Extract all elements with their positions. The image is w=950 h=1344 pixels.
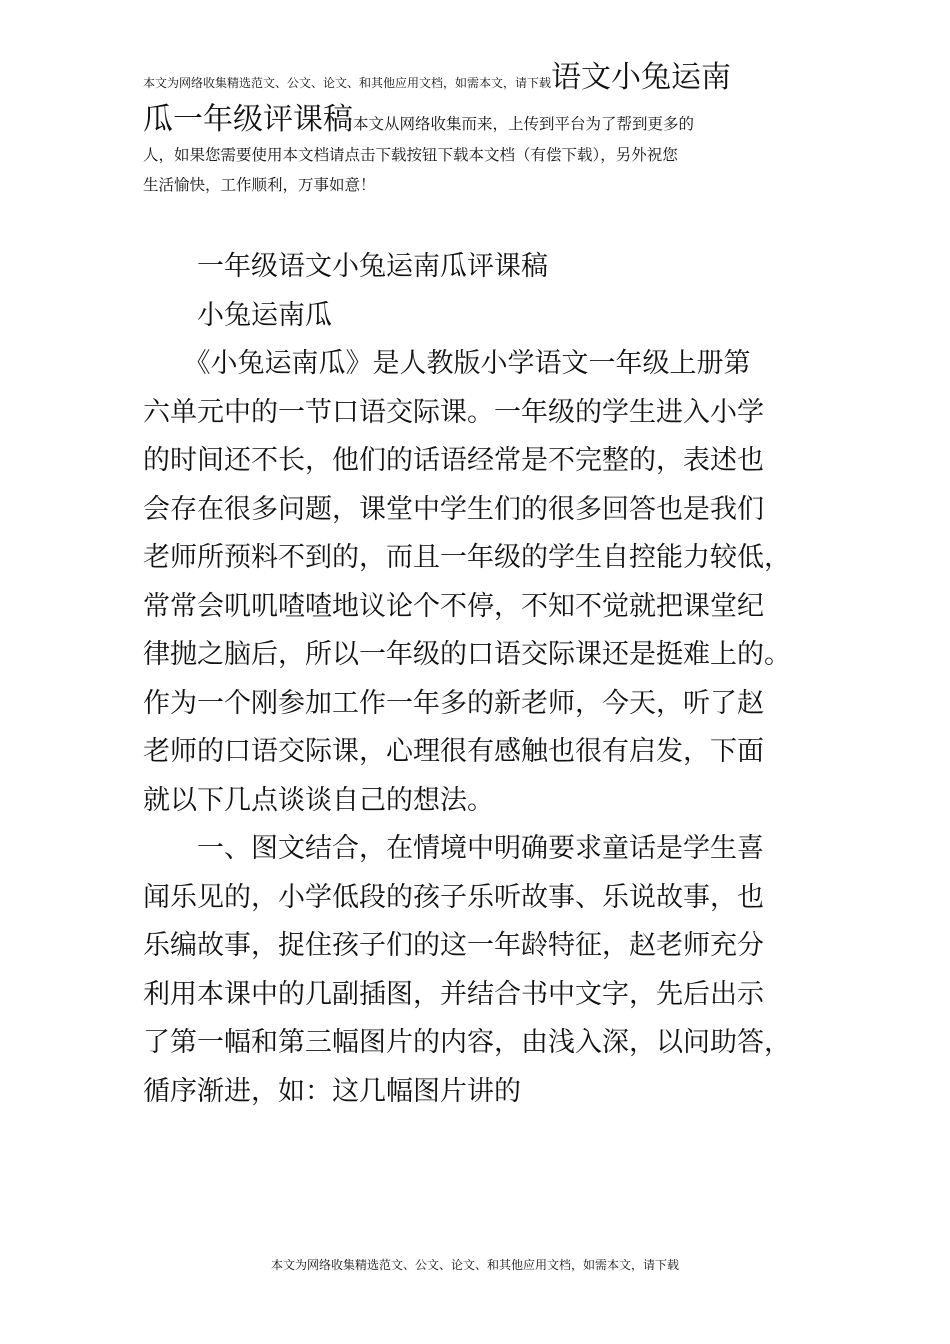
document-title-part-2: 瓜一年级评课稿	[143, 102, 353, 137]
document-header	[143, 58, 843, 200]
body-text-line: 了第一幅和第三幅图片的内容，由浅入深，以问助答，	[143, 1027, 791, 1058]
document-title-part-1: 语文小兔运南	[551, 60, 732, 95]
body-heading: 一年级语文小兔运南瓜评课稿	[143, 251, 548, 282]
body-text-line: 一、图文结合，在情境中明确要求童话是学生喜	[143, 833, 764, 864]
body-text-line: 常常会叽叽喳喳地议论个不停，不知不觉就把课堂纪	[143, 590, 764, 622]
body-subheading: 小兔运南瓜	[143, 299, 332, 331]
body-text-line: 老师所预料不到的，而且一年级的学生自控能力较低，	[143, 542, 791, 573]
intro-text-line-1: 本文从网络收集而来，上传到平台为了帮到更多的	[353, 115, 695, 133]
download-notice-top: 本文为网络收集精选范文、公文、论文、和其他应用文档，如需本文，请下载	[143, 76, 552, 90]
body-text-line: 循序渐进，如：这几幅图片讲的	[143, 1075, 521, 1107]
header-line-1	[143, 58, 843, 98]
body-text-line: 律抛之脑后，所以一年级的口语交际课还是挺难上的。	[143, 639, 791, 670]
body-text-line: 会存在很多问题，课堂中学生们的很多回答也是我们	[143, 493, 764, 525]
download-notice-footer: 本文为网络收集精选范文、公文、论文、和其他应用文档，如需本文，请下载	[270, 1258, 679, 1272]
document-body	[143, 243, 843, 1116]
body-text-line: 老师的口语交际课，心理很有感触也很有启发，下面	[143, 736, 764, 767]
body-text-line: 就以下几点谈谈自己的想法。	[143, 784, 494, 816]
body-text-line: 乐编故事，捉住孩子们的这一年龄特征，赵老师充分	[143, 930, 764, 961]
header-line-2	[143, 100, 843, 140]
intro-text-line-2: 人，如果您需要使用本文档请点击下载按钮下载本文档（有偿下载），另外祝您	[143, 146, 678, 164]
body-text-line: 《小兔运南瓜》是人教版小学语文一年级上册第	[143, 348, 751, 379]
body-text-line: 利用本课中的几副插图，并结合书中文字，先后出示	[143, 978, 764, 1010]
body-text-line: 六单元中的一节口语交际课。一年级的学生进入小学	[143, 396, 764, 428]
body-text-line: 作为一个刚参加工作一年多的新老师，今天，听了赵	[143, 687, 764, 719]
body-text-line: 闻乐见的，小学低段的孩子乐听故事、乐说故事，也	[143, 881, 764, 913]
intro-text-line-3: 生活愉快，工作顺利，万事如意！	[143, 176, 376, 194]
body-text-line: 的时间还不长，他们的话语经常是不完整的，表述也	[143, 445, 764, 476]
